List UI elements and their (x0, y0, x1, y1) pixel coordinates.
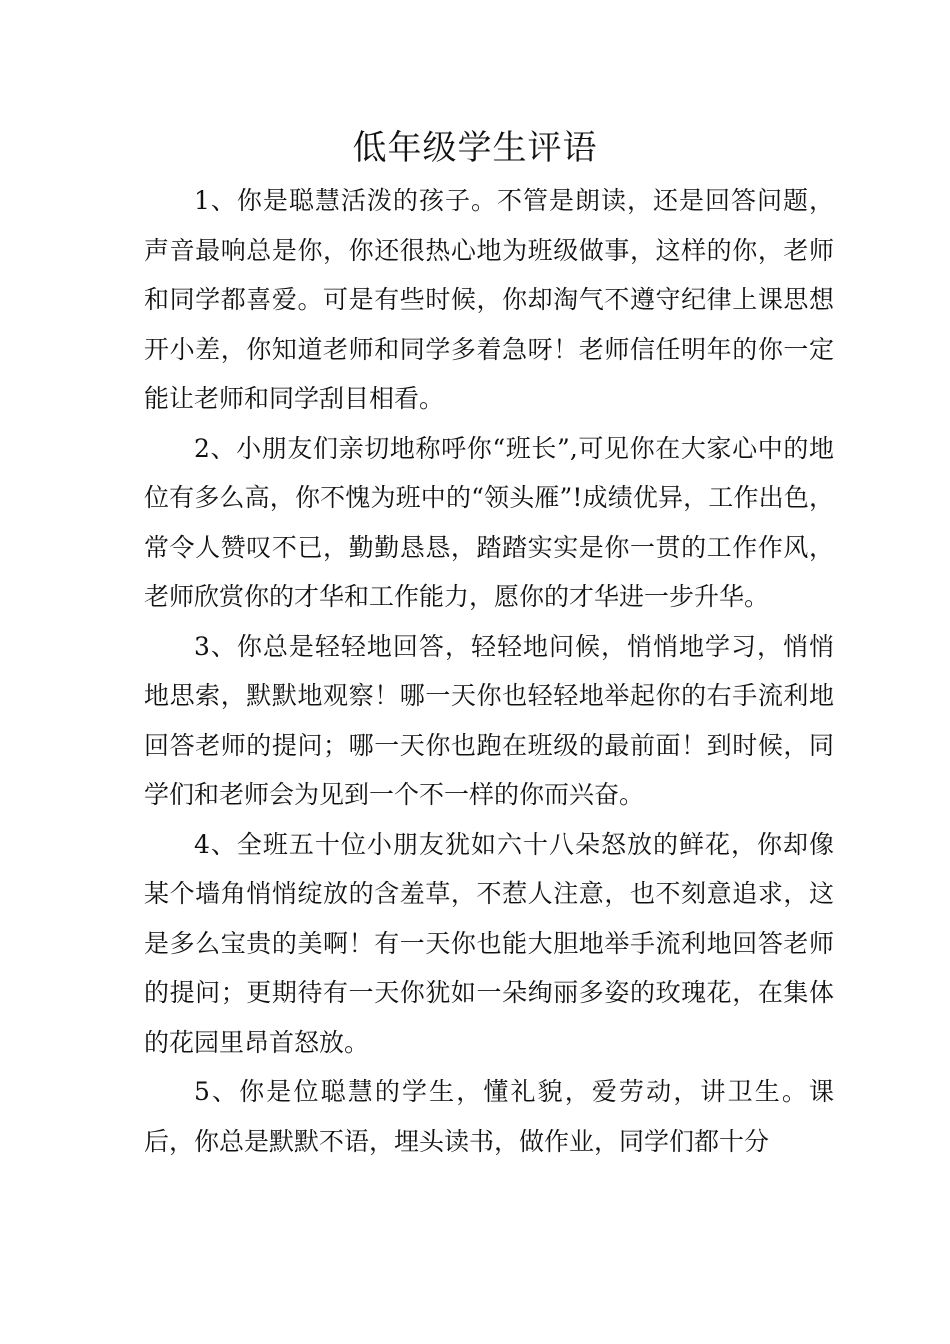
comment-paragraph-4: 4、全班五十位小朋友犹如六十八朵怒放的鲜花，你却像某个墙角悄悄绽放的含羞草，不惹人注意，也不刻意追求，这是多么宝贵的美啊！有一天你也能大胆地举手流利地回答老师的提问；更期待有一天你犹如一朵绚丽多姿的玫瑰花，在集体的花园里昂首怒放。 (144, 829, 834, 1057)
comment-paragraph-5: 5、你是位聪慧的学生，懂礼貌，爱劳动，讲卫生。课后，你总是默默不语，埋头读书，做作业，同学们都十分 (144, 1077, 834, 1156)
comment-paragraph-1: 1、你是聪慧活泼的孩子。不管是朗读，还是回答问题，声音最响总是你，你还很热心地为班级做事，这样的你，老师和同学都喜爱。可是有些时候，你却淘气不遵守纪律上课思想开小差，你知道老师和同学多着急呀！老师信任明年的你一定能让老师和同学刮目相看。 (144, 186, 834, 413)
comment-paragraph-3: 3、你总是轻轻地回答，轻轻地问候，悄悄地学习，悄悄地思索，默默地观察！哪一天你也轻轻地举起你的右手流利地回答老师的提问；哪一天你也跑在班级的最前面！到时候，同学们和老师会为见到一个不一样的你而兴奋。 (144, 631, 834, 809)
comment-paragraph-2: 2、小朋友们亲切地称呼你“班长”,可见你在大家心中的地位有多么高，你不愧为班中的“领头雁”!成绩优异，工作出色，常令人赞叹不已，勤勤恳恳，踏踏实实是你一贯的工作作风，老师欣赏你的才华和工作能力，愿你的才华进一步升华。 (144, 433, 834, 611)
document-body (144, 176, 834, 1166)
document-title: 低年级学生评语 (352, 128, 598, 168)
